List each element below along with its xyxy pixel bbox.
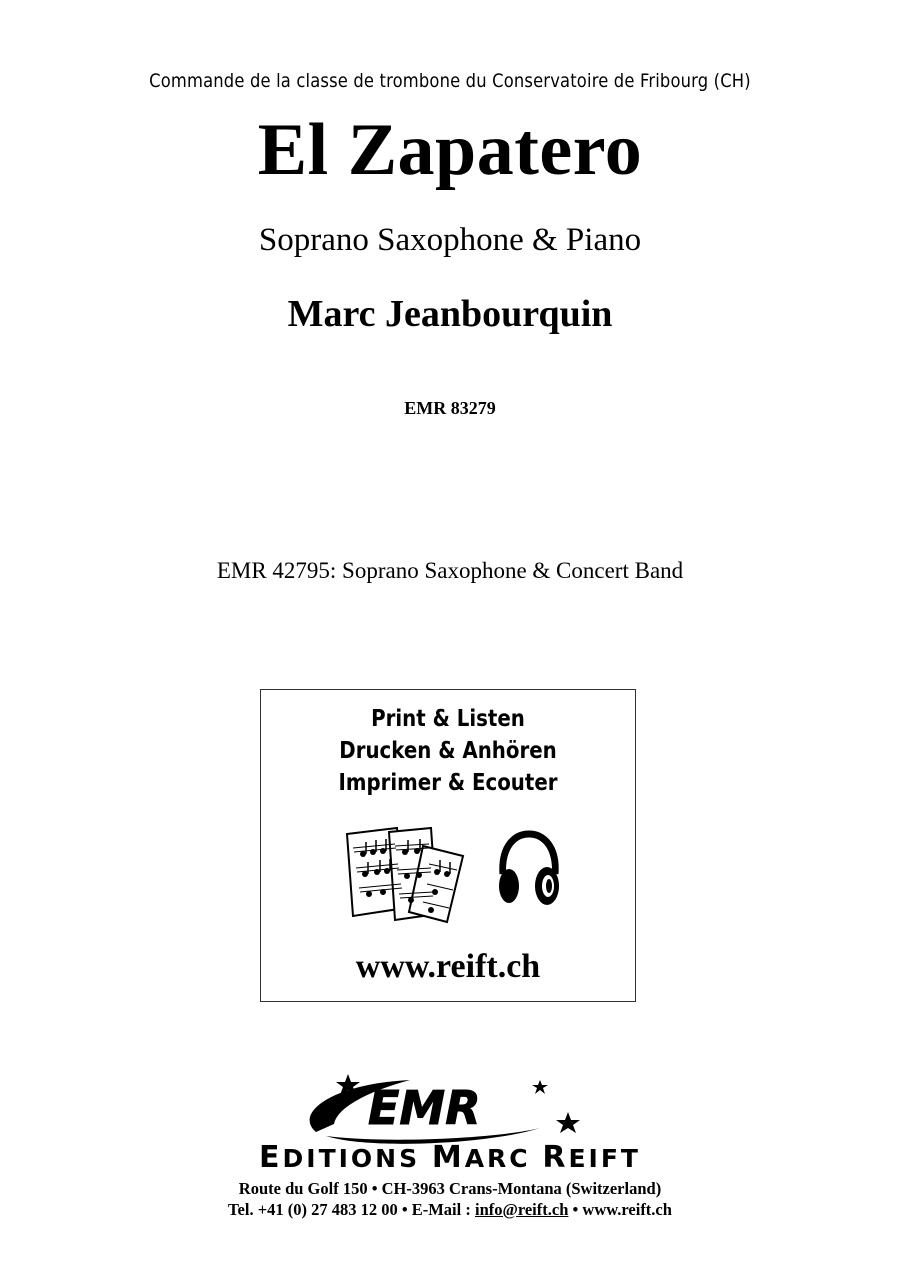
- commission-note: Commande de la classe de trombone du Conservatoire de Fribourg (CH): [149, 70, 751, 92]
- publisher-initial-r: R: [542, 1140, 569, 1175]
- publisher-address: Route du Golf 150 • CH-3963 Crans-Montana (Switzerland): [238, 1179, 662, 1198]
- publisher-initial-e: E: [259, 1140, 283, 1175]
- headphones-icon: [495, 830, 563, 910]
- website-link[interactable]: www.reift.ch: [582, 1200, 672, 1219]
- publisher-initial-m: M: [431, 1140, 465, 1175]
- composer-name: Marc Jeanbourquin: [287, 293, 613, 335]
- page-title: El Zapatero: [257, 109, 643, 191]
- alternative-version: EMR 42795: Soprano Saxophone & Concert Band: [216, 558, 684, 583]
- promo-line-french: Imprimer & Ecouter: [338, 770, 558, 796]
- catalog-number: EMR 83279: [404, 398, 496, 418]
- instrumentation: Soprano Saxophone & Piano: [258, 222, 642, 258]
- publisher-word-3: EIFT: [568, 1144, 641, 1173]
- publisher-name: [0, 1140, 900, 1175]
- promo-website[interactable]: www.reift.ch: [355, 948, 541, 985]
- sheet-music-icon: [339, 824, 471, 924]
- publisher-word-2: ARC: [464, 1144, 531, 1173]
- logo-text: EMR: [368, 1081, 481, 1135]
- emr-logo: [300, 1074, 590, 1146]
- contact-separator: •: [568, 1200, 583, 1219]
- promo-line-english: Print & Listen: [371, 706, 525, 732]
- publisher-contact: [0, 1200, 900, 1220]
- print-listen-box: [260, 689, 636, 1002]
- email-link[interactable]: info@reift.ch: [474, 1200, 569, 1219]
- publisher-word-1: DITIONS: [282, 1144, 421, 1173]
- promo-line-german: Drucken & Anhören: [339, 738, 557, 764]
- contact-phone: Tel. +41 (0) 27 483 12 00 • E-Mail :: [228, 1200, 475, 1219]
